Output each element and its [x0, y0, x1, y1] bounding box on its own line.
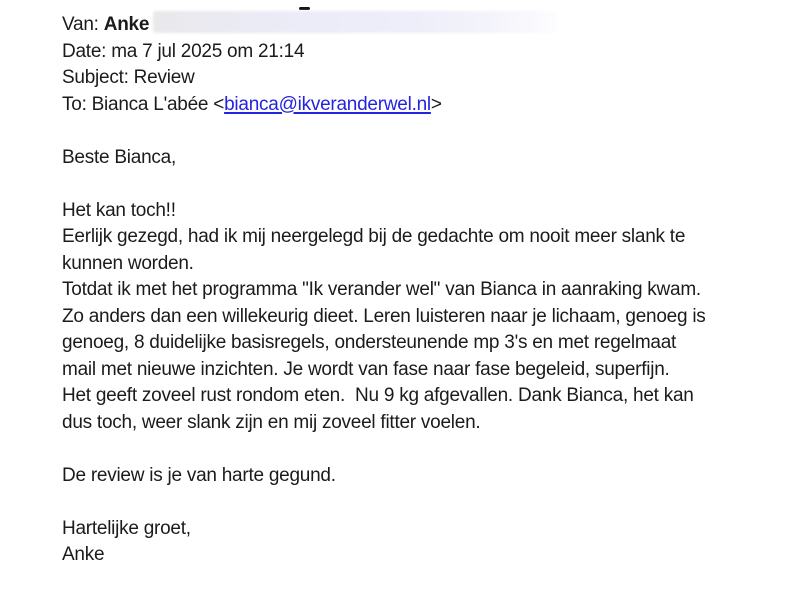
date-line: Date: ma 7 jul 2025 om 21:14	[62, 40, 305, 62]
body-line: Eerlijk gezegd, had ik mij neergelegd bij de gedachte om nooit meer slank te	[62, 226, 686, 247]
subject-line: Subject: Review	[62, 67, 195, 88]
body-line: Anke	[62, 544, 105, 565]
body-line	[62, 171, 760, 198]
body-line: kunnen worden.	[62, 252, 194, 274]
from-label: Van:	[62, 14, 104, 35]
cropped-content-mark	[299, 7, 310, 10]
body-line: Het geeft zoveel rust rondom eten. Nu 9 kg afgevallen. Dank Bianca, het kan	[62, 385, 694, 406]
body-line	[62, 436, 760, 463]
body-line: Hartelijke groet,	[62, 517, 191, 539]
body-line: De review is je van harte gegund.	[62, 464, 336, 486]
recipient-email-link[interactable]: bianca@ikveranderwel.nl	[224, 93, 431, 115]
to-prefix: To: Bianca L'abée <	[62, 93, 225, 115]
to-suffix: >	[430, 93, 442, 115]
body-line: mail met nieuwe inzichten. Je wordt van fase naar fase begeleid, superfijn.	[62, 358, 670, 380]
email-body	[62, 145, 760, 569]
body-line: Totdat ik met het programma "Ik verander wel" van Bianca in aanraking kwam.	[62, 279, 701, 300]
to-line	[62, 92, 760, 119]
body-line: Het kan toch!!	[62, 199, 176, 221]
body-line: Zo anders dan een willekeurig dieet. Leren luisteren naar je lichaam, genoeg is	[62, 305, 706, 327]
body-line: dus toch, weer slank zijn en mij zoveel fitter voelen.	[62, 411, 481, 433]
from-name: Anke	[103, 14, 150, 35]
body-line: Beste Bianca,	[62, 146, 176, 168]
body-line	[62, 489, 760, 516]
body-line: genoeg, 8 duidelijke basisregels, ondersteunende mp 3's en met regelmaat	[62, 332, 677, 353]
redacted-sender-email-blur	[153, 11, 557, 33]
